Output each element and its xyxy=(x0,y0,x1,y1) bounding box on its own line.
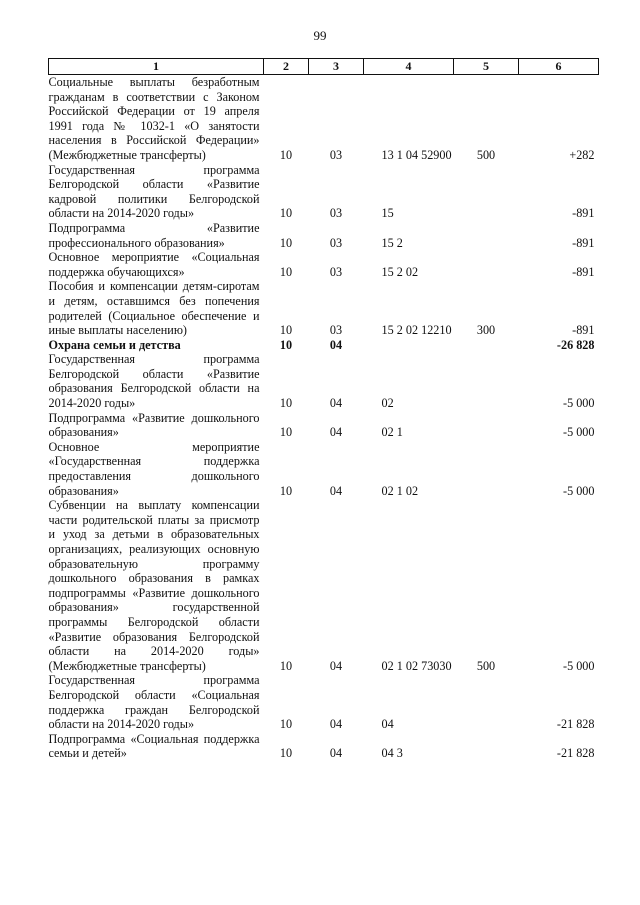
column-header-subsection: 3 xyxy=(309,59,364,75)
row-section: 10 xyxy=(279,235,293,250)
row-amount: -891 xyxy=(572,264,595,279)
row-section: 10 xyxy=(279,425,293,440)
table-row xyxy=(49,498,599,673)
table-row xyxy=(49,279,599,337)
row-subsection: 03 xyxy=(329,206,343,221)
row-expense-type xyxy=(454,250,519,279)
row-subsection: 04 xyxy=(329,425,343,440)
row-target-article: 04 xyxy=(381,717,394,732)
row-section: 10 xyxy=(279,746,293,761)
row-section: 10 xyxy=(279,658,293,673)
row-section: 10 xyxy=(279,396,293,411)
row-amount: -21 828 xyxy=(556,717,595,732)
budget-table xyxy=(48,58,599,761)
row-expense-type: 500 xyxy=(476,147,496,162)
row-name: Основное мероприятие «Государственная поддержка предоставления дошкольного образования» xyxy=(48,439,260,498)
row-target-article: 15 xyxy=(381,206,394,221)
row-section: 10 xyxy=(279,206,293,221)
row-name: Государственная программа Белгородской области «Социальная поддержка граждан Белгородской области на 2014-2020 годы» xyxy=(48,673,260,732)
row-expense-type xyxy=(454,338,519,353)
row-amount: -5 000 xyxy=(563,396,595,411)
row-name: Государственная программа Белгородской области «Развитие образования Белгородской области на 2014-2020 годы» xyxy=(48,352,260,411)
row-target-article: 02 xyxy=(381,396,394,411)
row-expense-type: 500 xyxy=(476,658,496,673)
row-subsection: 04 xyxy=(329,658,343,673)
row-amount: -891 xyxy=(572,206,595,221)
row-section: 10 xyxy=(279,264,293,279)
row-section: 10 xyxy=(279,483,293,498)
row-target-article xyxy=(364,338,454,353)
column-header-expense-type: 5 xyxy=(454,59,519,75)
row-subsection: 03 xyxy=(329,147,343,162)
row-expense-type xyxy=(454,352,519,410)
row-amount: -21 828 xyxy=(556,746,595,761)
column-header-name: 1 xyxy=(49,59,264,75)
row-section: 10 xyxy=(279,337,293,352)
row-section: 10 xyxy=(279,323,293,338)
row-target-article: 04 3 xyxy=(381,746,403,761)
row-expense-type xyxy=(454,440,519,498)
row-amount: -891 xyxy=(572,323,595,338)
row-amount: -5 000 xyxy=(563,658,595,673)
row-expense-type xyxy=(454,411,519,440)
row-name: Охрана семьи и детства xyxy=(48,337,181,352)
column-header-section: 2 xyxy=(264,59,309,75)
row-target-article: 02 1 02 73030 xyxy=(381,658,452,673)
table-row xyxy=(49,163,599,221)
row-amount: -891 xyxy=(572,235,595,250)
table-row xyxy=(49,440,599,498)
row-amount: +282 xyxy=(569,147,595,162)
row-target-article: 13 1 04 52900 xyxy=(381,147,452,162)
table-row xyxy=(49,221,599,250)
row-expense-type xyxy=(454,732,519,761)
row-expense-type xyxy=(454,673,519,731)
table-header-row xyxy=(49,59,599,75)
row-amount: -26 828 xyxy=(556,337,595,352)
row-amount: -5 000 xyxy=(563,425,595,440)
row-name: Пособия и компенсации детям-сиротам и детям, оставшимся без попечения родителей (Социальное обеспечение и иные выплаты населению) xyxy=(48,279,260,338)
table-row xyxy=(49,338,599,353)
row-subsection: 04 xyxy=(329,483,343,498)
row-amount: -5 000 xyxy=(563,483,595,498)
row-section: 10 xyxy=(279,147,293,162)
row-target-article: 15 2 02 12210 xyxy=(381,323,452,338)
row-name: Подпрограмма «Развитие дошкольного образования» xyxy=(48,410,260,440)
table-row xyxy=(49,250,599,279)
row-name: Субвенции на выплату компенсации части родительской платы за присмотр и уход за детьми в образовательных организациях, реализующих основную образовательную программу дошкольного образования в рамках подпрограммы «Развитие дошкольного образования» государственной программы Белгородской области «Развитие образования Белгородской области на 2014-2020 годы» (Межбюджетные трансферты) xyxy=(48,498,260,673)
row-expense-type xyxy=(454,163,519,221)
column-header-target-article: 4 xyxy=(364,59,454,75)
row-name: Социальные выплаты безработным гражданам в соответствии с Законом Российской Федерации от 19 апреля 1991 года № 1032-1 «О занятости населения в Российской Федерации» (Межбюджетные трансферты) xyxy=(48,75,260,162)
row-expense-type: 300 xyxy=(476,323,496,338)
row-subsection: 04 xyxy=(329,717,343,732)
row-target-article: 02 1 xyxy=(381,425,403,440)
table-row xyxy=(49,732,599,761)
table-body xyxy=(49,75,599,761)
table-row xyxy=(49,673,599,731)
row-target-article: 15 2 02 xyxy=(381,264,419,279)
row-target-article: 15 2 xyxy=(381,235,403,250)
page-number: 99 xyxy=(313,28,327,43)
row-subsection: 04 xyxy=(329,746,343,761)
table-row xyxy=(49,352,599,410)
row-target-article: 02 1 02 xyxy=(381,483,419,498)
row-name: Государственная программа Белгородской области «Развитие кадровой политики Белгородской области на 2014-2020 годы» xyxy=(48,162,260,221)
row-subsection: 03 xyxy=(329,323,343,338)
table-row xyxy=(49,75,599,163)
row-subsection: 03 xyxy=(329,264,343,279)
column-header-amount: 6 xyxy=(519,59,599,75)
row-section: 10 xyxy=(279,717,293,732)
row-subsection: 04 xyxy=(329,337,343,352)
row-name: Подпрограмма «Социальная поддержка семьи и детей» xyxy=(48,731,260,761)
row-expense-type xyxy=(454,221,519,250)
table-row xyxy=(49,411,599,440)
row-subsection: 04 xyxy=(329,396,343,411)
row-name: Основное мероприятие «Социальная поддержка обучающихся» xyxy=(48,250,260,279)
row-subsection: 03 xyxy=(329,235,343,250)
row-name: Подпрограмма «Развитие профессионального образования» xyxy=(48,220,260,250)
